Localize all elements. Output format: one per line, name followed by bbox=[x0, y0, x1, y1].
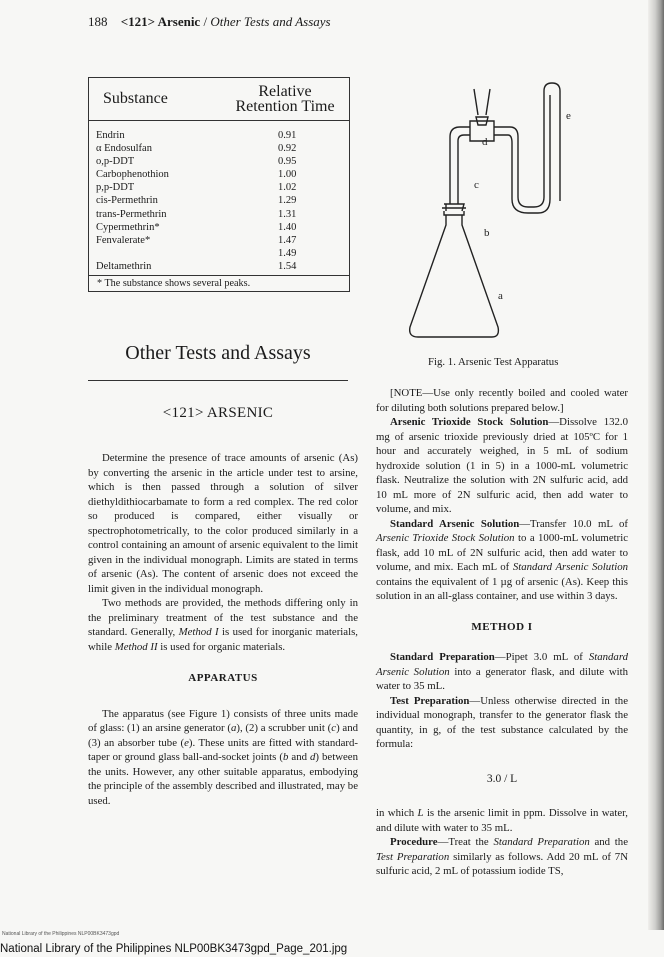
table-cell-substance: Deltamethrin bbox=[96, 260, 152, 272]
intro2-a: Two methods are provided, the methods differing only in the preliminary treatment of the test substance and the standard. Generally, bbox=[88, 597, 358, 638]
section-title: Other Tests and Assays bbox=[125, 342, 311, 364]
right-column bbox=[376, 386, 628, 879]
table-col-retention bbox=[221, 84, 349, 114]
fig-label-c: c bbox=[474, 179, 479, 191]
app-a: The apparatus (see Figure 1) consists of three units made of glass: (1) an arsine generator ( bbox=[88, 707, 358, 734]
std-prep-title: Standard Preparation bbox=[390, 651, 495, 663]
left-column bbox=[88, 451, 358, 808]
intro2-b: is used for inorganic materials, while bbox=[88, 626, 358, 653]
app-e: and bbox=[288, 751, 311, 763]
table-names bbox=[89, 129, 226, 273]
standard-solution-paragraph bbox=[376, 517, 628, 604]
procedure-c: similarly as follows. Add 20 mL of 7N sulfuric acid, 2 mL of potassium iodide TS, bbox=[376, 850, 628, 877]
formula-L: L bbox=[417, 807, 424, 819]
method-i-heading: METHOD I bbox=[471, 620, 533, 633]
table-cell-retention: 1.00 bbox=[278, 169, 297, 181]
scan-mark: National Library of the Philippines NLP00BK3473gpd bbox=[2, 931, 120, 937]
standard-title: Standard Arsenic Solution bbox=[390, 517, 520, 530]
test-prep-text: —Unless otherwise directed in the individual monograph, transfer to the generator flask the quantity, in g, of the test substance calculated by the formula: bbox=[376, 694, 628, 750]
section-rule bbox=[88, 380, 348, 381]
scrubber-tube bbox=[450, 127, 470, 204]
table-cell-retention: 1.40 bbox=[278, 221, 297, 233]
fig-label-d: d bbox=[482, 136, 488, 148]
fig-label-e: e bbox=[566, 110, 571, 122]
procedure-title: Procedure bbox=[390, 836, 438, 848]
standard-a: —Transfer 10.0 mL of bbox=[519, 517, 628, 530]
app-c: ) and (3) an absorber tube ( bbox=[88, 722, 358, 749]
procedure-b: and the bbox=[594, 836, 628, 848]
table-footnote: * The substance shows several peaks. bbox=[89, 275, 349, 291]
apparatus-heading: APPARATUS bbox=[188, 672, 258, 684]
table-cell-retention: 1.02 bbox=[278, 182, 297, 194]
table-col-substance: Substance bbox=[103, 90, 168, 107]
table-cell-substance: trans-Permethrin bbox=[96, 208, 167, 220]
table-cell-retention: 1.47 bbox=[278, 234, 297, 246]
running-header bbox=[88, 14, 331, 30]
table-cell-retention: 1.49 bbox=[278, 247, 297, 259]
app-la: a bbox=[230, 722, 237, 734]
table-body bbox=[89, 121, 349, 275]
std-prep-a: —Pipet 3.0 mL of bbox=[494, 651, 583, 663]
intro2-c: is used for organic materials. bbox=[160, 640, 286, 653]
table-cell-substance: Fenvalerate* bbox=[96, 234, 151, 246]
app-lc: c bbox=[331, 722, 337, 734]
formula-explanation bbox=[376, 806, 628, 835]
intro-paragraph-2 bbox=[88, 596, 358, 654]
taper-joint bbox=[442, 204, 466, 211]
method-ii-ref: Method II bbox=[114, 640, 158, 653]
table-cell-substance: p,p-DDT bbox=[96, 182, 135, 194]
standard-ref2: Standard Arsenic Solution bbox=[512, 561, 628, 573]
table-cell-substance: o,p-DDT bbox=[96, 156, 135, 168]
header-separator: / bbox=[203, 14, 208, 29]
table-cell-substance bbox=[96, 247, 226, 260]
table-cell-substance: α Endosulfan bbox=[96, 143, 152, 155]
procedure-ref2: Test Preparation bbox=[376, 850, 450, 863]
app-lb: b bbox=[282, 751, 289, 763]
table-header bbox=[89, 78, 349, 121]
scan-footer: National Library of the Philippines NLP00BK3473gpd_Page_201.jpg bbox=[0, 943, 348, 955]
standard-b: to a 1000-mL volumetric flask, add 10 mL of 2N sulfuric acid, then add water to volume, and mix. Each mL of bbox=[376, 532, 629, 573]
procedure-ref1: Standard Preparation bbox=[493, 836, 590, 848]
std-prep-b: into a generator flask, and dilute with water to 35 mL. bbox=[376, 665, 629, 692]
table-cell-retention: 1.29 bbox=[278, 195, 297, 207]
intro-paragraph-1: Determine the presence of trace amounts of arsenic (As) by converting the arsenic in the article under test to arsine, which is then passed through a solution of silver diethyldithiocarbamate to form a red complex. The red color so produced is compared, either visually or spectrophotometrically, to the color produced similarly in a control containing an amount of arsenic equivalent to the limit given in the individual monograph. Limits are stated in terms of arsenic (As). The content of arsenic does not exceed the limit given in the individual monograph. bbox=[88, 452, 358, 595]
absorber-tube bbox=[494, 83, 560, 213]
stock-text: —Dissolve 132.0 mg of arsenic trioxide previously dried at 105ºC for 1 hour and accurately weighed, in 5 mL of sodium hydroxide solution (1 in 5) in a 1000-mL volumetric flask. Neutralize the solution with 2N sulfuric acid, add 10 mL more of 2N sulfuric acid, then add water to volume, and mix. bbox=[376, 416, 628, 515]
formula: 3.0 / L bbox=[486, 772, 518, 785]
page-edge-shadow bbox=[648, 0, 664, 930]
test-prep-paragraph bbox=[376, 694, 628, 752]
app-ld: d bbox=[310, 751, 316, 763]
arsenic-title: <121> ARSENIC bbox=[162, 405, 274, 421]
note-paragraph: [NOTE—Use only recently boiled and cooled water for diluting both solutions prepared below.] bbox=[376, 387, 628, 414]
table-cell-retention: 0.95 bbox=[278, 156, 297, 168]
table-col-retention-line1: Relative bbox=[258, 83, 312, 100]
figure-caption: Fig. 1. Arsenic Test Apparatus bbox=[428, 356, 559, 368]
table-cell-substance: cis-Permethrin bbox=[96, 195, 158, 207]
page-number: 188 bbox=[88, 14, 108, 29]
std-prep-ref: Standard Arsenic Solution bbox=[376, 651, 629, 678]
header-section: Other Tests and Assays bbox=[210, 14, 331, 29]
table-cell-retention: 1.54 bbox=[278, 260, 297, 272]
table-values bbox=[226, 129, 349, 273]
table-cell-retention: 1.31 bbox=[278, 208, 297, 220]
formula-b: is the arsenic limit in ppm. Dissolve in water, and dilute with water to 35 mL. bbox=[376, 807, 629, 834]
standard-ref1: Arsenic Trioxide Stock Solution bbox=[376, 532, 515, 544]
method-i-ref: Method I bbox=[178, 626, 219, 638]
app-f: ) between the units. However, any other suitable apparatus, embodying the principle of the assembly described and illustrated, may be used. bbox=[88, 751, 358, 807]
app-d: ). These units are fitted with standard-taper or ground glass ball-and-socket joints ( bbox=[88, 736, 358, 763]
app-le: e bbox=[184, 736, 189, 749]
fig-label-a: a bbox=[498, 290, 503, 302]
standard-c: contains the equivalent of 1 µg of arsenic (As). Keep this solution in an all-glass container, and use within 3 days. bbox=[376, 575, 628, 602]
procedure-paragraph bbox=[376, 835, 628, 879]
stock-solution-paragraph bbox=[376, 415, 628, 517]
retention-time-table bbox=[88, 77, 350, 292]
table-cell-retention: 0.92 bbox=[278, 143, 297, 155]
procedure-a: —Treat the bbox=[437, 836, 489, 848]
standard-prep-paragraph bbox=[376, 650, 628, 694]
fig-label-b: b bbox=[484, 227, 490, 239]
chapter-label: <121> Arsenic bbox=[120, 14, 201, 29]
table-col-retention-line2: Retention Time bbox=[235, 98, 335, 115]
app-b: ), (2) a scrubber unit ( bbox=[236, 722, 332, 734]
table-cell-substance: Endrin bbox=[96, 130, 125, 141]
table-cell-substance: Cypermethrin* bbox=[96, 221, 160, 233]
formula-a: in which bbox=[376, 807, 415, 819]
apparatus-paragraph bbox=[88, 707, 358, 809]
table-cell-substance: Carbophenothion bbox=[96, 169, 169, 181]
table-cell-retention: 0.91 bbox=[278, 130, 297, 141]
stock-title: Arsenic Trioxide Stock Solution bbox=[390, 416, 549, 428]
apparatus-figure bbox=[398, 65, 598, 365]
test-prep-title: Test Preparation bbox=[390, 694, 470, 707]
